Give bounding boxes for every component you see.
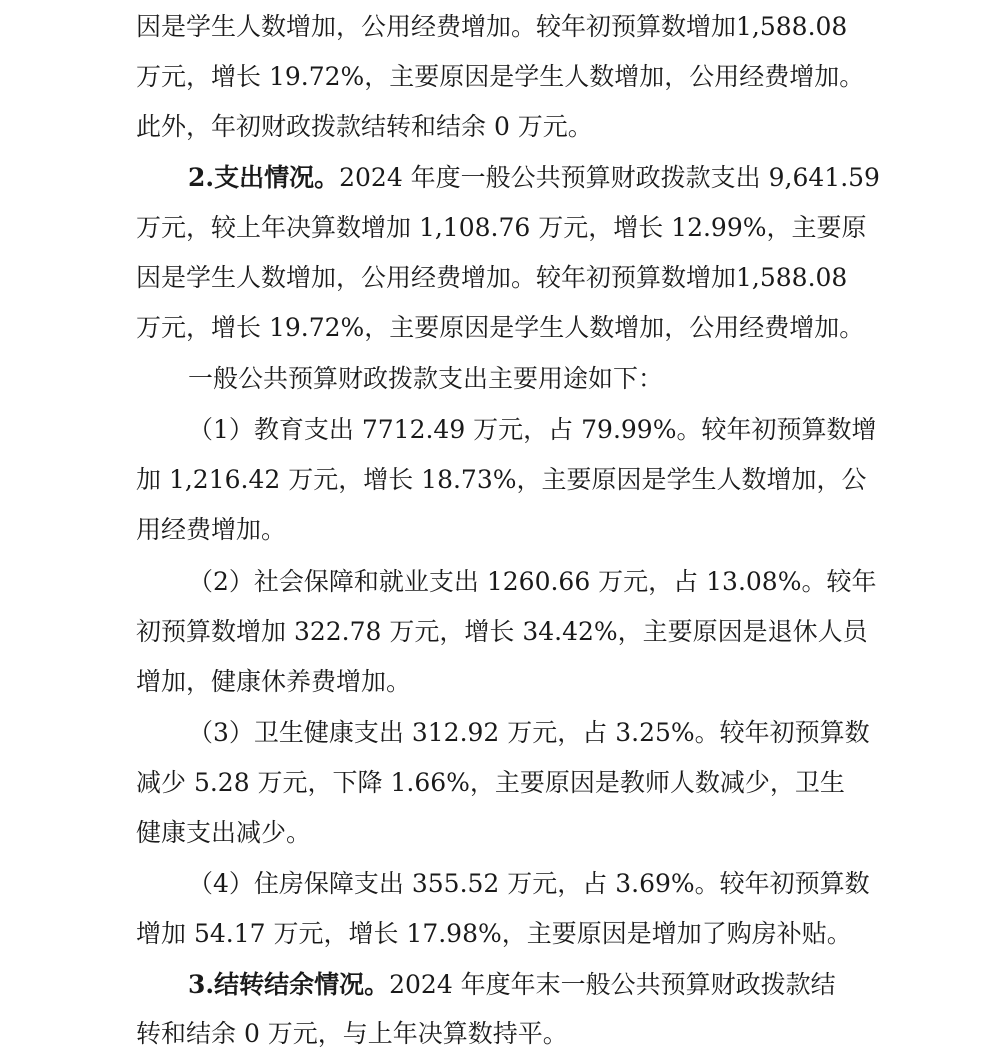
text-line: （4）住房保障支出 355.52 万元，占 3.69%。较年初预算数: [188, 869, 870, 898]
text-line: （3）卫生健康支出 312.92 万元，占 3.25%。较年初预算数: [188, 718, 870, 747]
section-heading-text: 2024 年度一般公共预算财政拨款支出 9,641.59: [339, 163, 880, 192]
text-line: 用经费增加。: [136, 515, 287, 544]
section-heading-carryover: [136, 960, 940, 1010]
text-line: 减少 5.28 万元，下降 1.66%，主要原因是教师人数减少，卫生: [136, 768, 845, 797]
text-line: 增加 54.17 万元，增长 17.98%，主要原因是增加了购房补贴。: [136, 919, 852, 948]
text-line: 健康支出减少。: [136, 818, 312, 847]
text-line: 因是学生人数增加，公用经费增加。较年初预算数增加1,588.08: [136, 263, 848, 292]
text-line: （1）教育支出 7712.49 万元，占 79.99%。较年初预算数增: [188, 415, 877, 444]
text-line: 初预算数增加 322.78 万元，增长 34.42%，主要原因是退休人员: [136, 617, 868, 646]
text-line: 一般公共预算财政拨款支出主要用途如下：: [188, 364, 664, 393]
text-line: 因是学生人数增加，公用经费增加。较年初预算数增加1,588.08: [136, 12, 848, 41]
text-line: （2）社会保障和就业支出 1260.66 万元，占 13.08%。较年: [188, 567, 877, 596]
text-line: 万元，增长 19.72%，主要原因是学生人数增加，公用经费增加。: [136, 62, 865, 91]
text-line: 此外，年初财政拨款结转和结余 0 万元。: [136, 112, 593, 141]
section-heading-expenditure: [136, 153, 940, 203]
section-heading-label: 2.支出情况。: [188, 163, 340, 192]
text-line: 转和结余 0 万元，与上年决算数持平。: [136, 1019, 568, 1048]
text-line: 万元，较上年决算数增加 1,108.76 万元，增长 12.99%，主要原: [136, 213, 867, 242]
section-heading-text: 2024 年度年末一般公共预算财政拨款结: [389, 970, 836, 999]
section-heading-label: 3.结转结余情况。: [188, 970, 390, 999]
text-line: 增加，健康休养费增加。: [136, 667, 412, 696]
text-line: 万元，增长 19.72%，主要原因是学生人数增加，公用经费增加。: [136, 313, 865, 342]
text-line: 加 1,216.42 万元，增长 18.73%，主要原因是学生人数增加，公: [136, 465, 867, 494]
